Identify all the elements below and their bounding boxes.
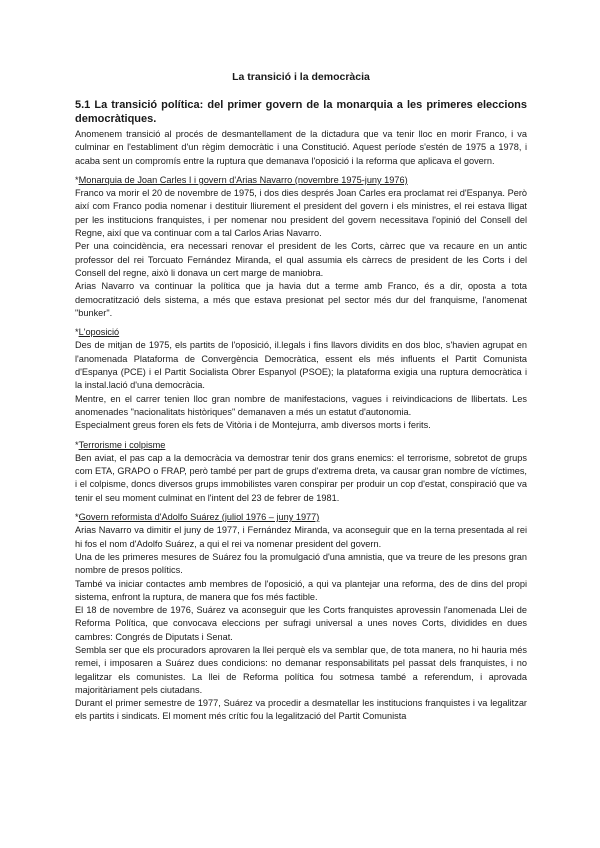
paragraph: Arias Navarro va continuar la política que ja havia dut a terme amb Franco, és a dir, oposta a tota democratització dels sistema, a més que estava presionat pel sector més dur del franquisme, l'anomenat "bunker". [75, 281, 527, 318]
subsection-govern-suarez [75, 511, 527, 724]
subsection-heading: *Govern reformista d'Adolfo Suárez (juliol 1976 – juny 1977) [75, 512, 320, 523]
paragraph: Arias Navarro va dimitir el juny de 1977, i Fernández Miranda, va aconseguir que en la terna presentada al rei hi fos el nom d'Adolfo Suárez, a qui el rei va nomenar president del govern. [75, 525, 527, 549]
subsection-monarquia [75, 174, 527, 320]
subsection-heading-text: Monarquia de Joan Carles I i govern d'Arias Navarro (novembre 1975-juny 1976) [78, 174, 408, 185]
paragraph: Des de mitjan de 1975, els partits de l'oposició, il.legals i fins llavors dividits en dos bloc, s'havien agrupat en l'anomenada Plataforma de Convergència Democràtica, essent els més influents el Partit Comunista d'Espanya (PCE) i el Partit Socialista Obrer Espanyol (PSOE); la plataforma exigia una ruptura democràtica i la instal.lació d'una democràcia. [75, 340, 527, 391]
subsection-oposicio [75, 326, 527, 432]
paragraph: Mentre, en el carrer tenien lloc gran nombre de manifestacions, vagues i reivindicacions de llibertats. Les anomenades "nacionalitats històriques" demanaven a més un estatut d'autonomia. [75, 393, 527, 417]
document-title: La transició i la democràcia [232, 71, 370, 83]
subsection-terrorisme [75, 439, 527, 505]
document-page [75, 70, 527, 724]
section-heading: 5.1 La transició política: del primer govern de la monarquia a les primeres eleccions democràtiques. [75, 99, 527, 125]
subsection-heading: *Monarquia de Joan Carles I i govern d'Arias Navarro (novembre 1975-juny 1976) [75, 174, 408, 185]
paragraph: Franco va morir el 20 de novembre de 1975, i dos dies després Joan Carles era proclamat rei d'Espanya. Però així com Franco podia nomenar i destituir lliurement el president del govern i els ministres, el rei estava lligat per les institucions franquistes, i per nomenar nou president del govern necessitava l'opinió del Consell del Regne, així que va continuar com a tal Carlos Arias Navarro. [75, 188, 527, 239]
section-intro: Anomenem transició al procés de desmantellament de la dictadura que va tenir lloc en morir Franco, i va culminar en l'establiment d'un règim democràtic i una Constitució. Aquest període s'estén de 1975 a 1978, i acaba sent un compromís entre la ruptura que demanava l'oposició i la reforma que aplicava el govern. [75, 129, 527, 166]
subsection-heading-text: Terrorisme i colpisme [78, 439, 166, 450]
paragraph: Per una coincidència, era necessari renovar el president de les Corts, càrrec que va recaure en un antic professor del rei Torcuato Fernández Miranda, el qual assumia els càrrecs de president de les Corts i del Consell del regne, això li donava un cert marge de maniobra. [75, 241, 527, 278]
subsection-heading: *L'oposició [75, 327, 120, 338]
paragraph: Especialment greus foren els fets de Vitòria i de Montejurra, amb diversos morts i ferits. [75, 420, 431, 431]
paragraph: Una de les primeres mesures de Suárez fou la promulgació d'una amnistia, que va treure de les presons gran nombre de presos polítics. [75, 551, 527, 576]
paragraph: També va iniciar contactes amb membres de l'oposició, a qui va plantejar una reforma, des de dins del propi sistema, enfront la ruptura, de manera que fos més factible. [75, 578, 527, 602]
subsection-heading-text: L'oposició [78, 327, 120, 338]
subsection-heading-text: Govern reformista d'Adolfo Suárez (juliol 1976 – juny 1977) [78, 512, 320, 523]
paragraph: Durant el primer semestre de 1977, Suárez va procedir a desmatellar les institucions franquistes i va legalitzar els partits i sindicats. El moment més crític fou la legalització del Partit Comunista [75, 698, 527, 722]
paragraph: Sembla ser que els procuradors aprovaren la llei perquè els va semblar que, de tota manera, no hi hauria més remei, i imposaren a Suárez dues condicions: no demanar responsabilitats pel passat dels franquistes, i no legalitzar els comunistes. La llei de Reforma política fou sotmesa també a referendum, i aprovada majoritàriament pels ciutadans. [75, 644, 527, 695]
subsection-heading: *Terrorisme i colpisme [75, 439, 166, 450]
paragraph: Ben aviat, el pas cap a la democràcia va demostrar tenir dos grans enemics: el terrorisme, sobretot de grups com ETA, GRAPO o FRAP, però també per part de grups d'extrema dreta, va causar gran nombre de víctimes, i el colpisme, doncs diversos grups immobilistes varen conspirar per produir un cop d'estat, conspiració que va tenir el seu moment culminat en l'intent del 23 de febrer de 1981. [75, 452, 527, 503]
paragraph: El 18 de novembre de 1976, Suárez va aconseguir que les Corts franquistes aprovessin l'anomenada Llei de Reforma Política, que convocava eleccions per sufragi universal a unes noves Corts, dividides en dues cambres: Congrés de Diputats i Senat. [75, 605, 527, 642]
